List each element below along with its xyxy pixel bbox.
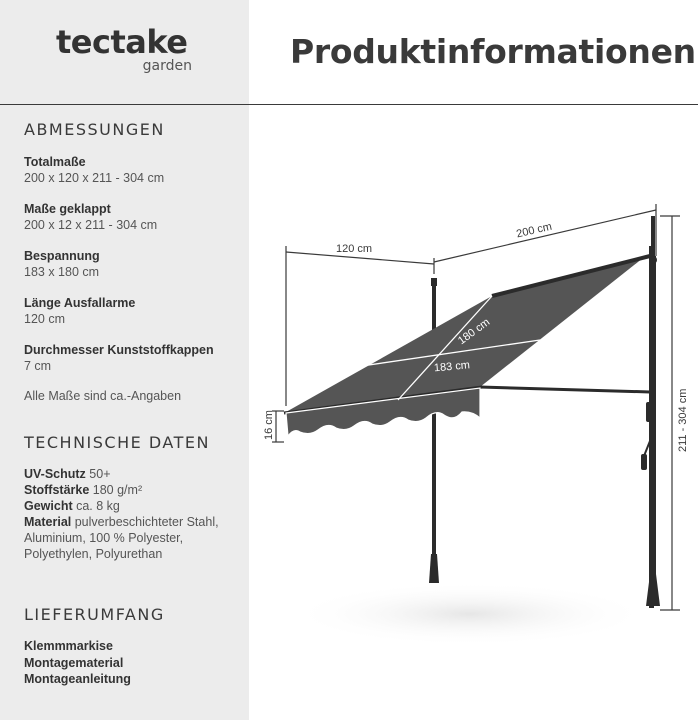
floor-shadow xyxy=(290,582,650,646)
spec-label: Totalmaße xyxy=(24,155,86,169)
tech-value: 180 g/m² xyxy=(92,483,143,497)
tech-value: ca. 8 kg xyxy=(76,499,120,513)
scope-item: Montageanleitung xyxy=(24,672,131,686)
canopy-width-label: 183 cm xyxy=(433,359,471,375)
awning-diagram xyxy=(250,106,696,718)
brand-logo xyxy=(56,23,196,74)
projection-label: 120 cm xyxy=(336,243,373,255)
technical-heading: TECHNISCHE DATEN xyxy=(24,433,210,452)
spec-value: 183 x 180 cm xyxy=(24,265,100,279)
spec-folded-size xyxy=(24,201,157,233)
scope-heading: LIEFERUMFANG xyxy=(24,605,165,624)
spec-label: Maße geklappt xyxy=(24,202,111,216)
scope-item: Klemmmarkise xyxy=(24,639,113,653)
scope-list xyxy=(24,638,131,688)
spec-label: Durchmesser Kunststoffkappen xyxy=(24,343,214,357)
brand-name: tectake xyxy=(56,23,188,61)
tech-fabric-weight xyxy=(24,482,239,498)
width-label: 200 cm xyxy=(515,220,554,241)
spec-value: 200 x 120 x 211 - 304 cm xyxy=(24,171,165,185)
height-label: 211 - 304 cm xyxy=(677,388,689,452)
valance-label: 16 cm xyxy=(263,410,275,440)
scope-item: Montagematerial xyxy=(24,655,124,670)
tech-label: Stoffstärke xyxy=(24,483,90,497)
spec-cap-diameter xyxy=(24,342,214,374)
spec-value: 120 cm xyxy=(24,312,65,326)
tech-material xyxy=(24,514,239,562)
page-title: Produktinformationen xyxy=(290,32,696,71)
header-divider xyxy=(0,104,698,105)
brand-sub: garden xyxy=(142,58,192,74)
tech-value: pulverbeschichteter Stahl, Aluminium, 100 % Polyester, Polyethylen, Polyurethan xyxy=(24,515,219,561)
tech-label: Gewicht xyxy=(24,499,73,513)
dimensions-heading: ABMESSUNGEN xyxy=(24,120,165,139)
spec-label: Länge Ausfallarme xyxy=(24,296,136,310)
tech-label: Material xyxy=(24,515,72,529)
spec-label: Bespannung xyxy=(24,249,100,263)
tech-weight xyxy=(24,498,239,514)
spec-arm-length xyxy=(24,295,135,327)
tech-value: 50+ xyxy=(89,467,111,481)
spec-total-size xyxy=(24,154,164,186)
dimensions-note: Alle Maße sind ca.-Angaben xyxy=(24,389,182,403)
technical-list xyxy=(24,466,239,562)
spec-value: 7 cm xyxy=(24,359,52,373)
front-left-pole xyxy=(429,278,439,583)
tech-label: UV-Schutz xyxy=(24,467,86,481)
projection-arm xyxy=(480,387,650,392)
tech-uv xyxy=(24,466,239,482)
spec-cover xyxy=(24,248,100,280)
spec-value: 200 x 12 x 211 - 304 cm xyxy=(24,218,158,232)
canopy-depth-label: 180 cm xyxy=(455,316,493,348)
